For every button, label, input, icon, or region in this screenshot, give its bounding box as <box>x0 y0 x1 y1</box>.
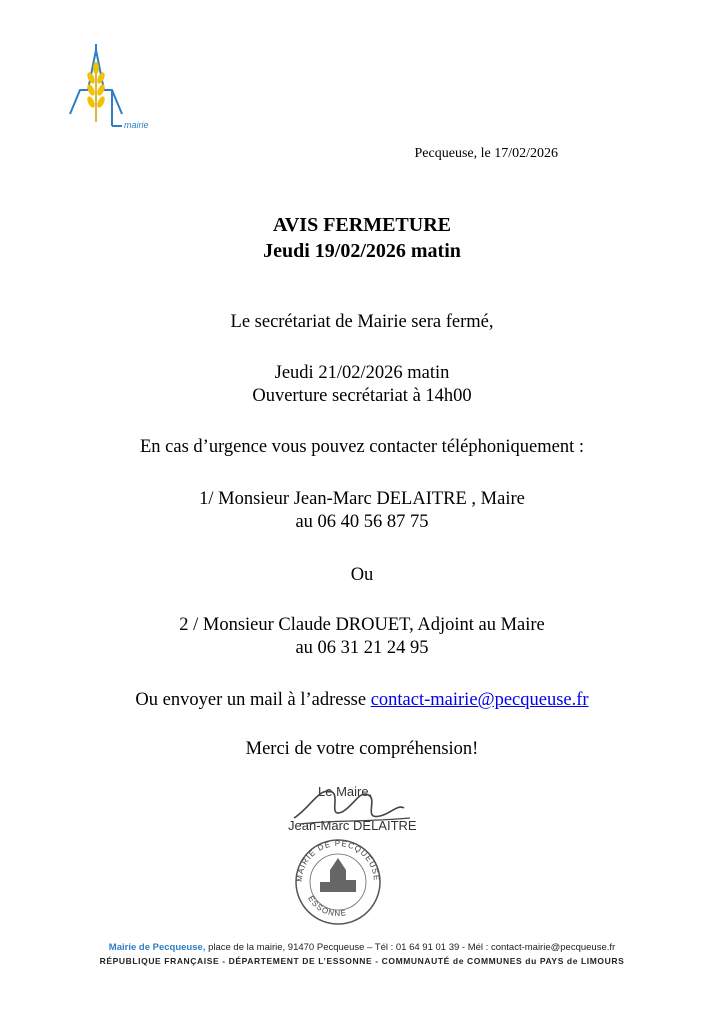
reopening-time: Ouverture secrétariat à 14h00 <box>252 386 472 406</box>
closure-statement: Le secrétariat de Mairie sera fermé, <box>230 312 494 332</box>
thanks-line: Merci de votre compréhension! <box>245 739 479 759</box>
footer-administrative: RÉPUBLIQUE FRANÇAISE - DÉPARTEMENT DE L’ESSONNE - COMMUNAUTÉ de COMMUNES du PAYS de LIMOURS <box>99 956 625 966</box>
church-wheat-icon <box>66 42 170 134</box>
footer-address-rest: place de la mairie, 91470 Pecqueuse – Tél : 01 64 91 01 39 - Mél : contact-mairie@pecqueuse.fr <box>208 942 616 953</box>
title-line-2: Jeudi 19/02/2026 matin <box>263 240 461 262</box>
date-line: Pecqueuse, le 17/02/2026 <box>414 146 558 161</box>
contact-2-name: 2 / Monsieur Claude DROUET, Adjoint au Maire <box>179 615 545 635</box>
contact-1-name: 1/ Monsieur Jean-Marc DELAITRE , Maire <box>199 489 525 509</box>
footer-address <box>0 942 724 953</box>
logo-text: mairie <box>124 120 149 130</box>
contact-1-phone: au 06 40 56 87 75 <box>295 512 429 532</box>
signature-stamp <box>280 778 450 930</box>
stamp-bottom-text: ESSONNE <box>306 894 348 919</box>
mail-prefix: Ou envoyer un mail à l’adresse <box>135 690 367 710</box>
mairie-logo <box>66 42 170 134</box>
stamp-emblem-icon <box>320 858 356 892</box>
mail-line <box>0 689 724 711</box>
signature-title: Le Maire, <box>318 784 373 799</box>
email-link[interactable]: contact-mairie@pecqueuse.fr <box>370 690 589 710</box>
emergency-intro: En cas d’urgence vous pouvez contacter téléphoniquement : <box>139 437 584 457</box>
notice-title <box>0 212 724 264</box>
stamp-top-text: MAIRIE DE PECQUEUSE <box>294 838 382 883</box>
or-separator: Ou <box>350 565 374 585</box>
contact-2-phone: au 06 31 21 24 95 <box>295 638 429 658</box>
title-line-1: AVIS FERMETURE <box>273 214 451 236</box>
footer <box>0 942 724 966</box>
signature-name: Jean-Marc DELAITRE <box>288 818 417 833</box>
closure-date: Jeudi 21/02/2026 matin <box>274 363 450 383</box>
footer-brand: Mairie de Pecqueuse, <box>108 942 206 953</box>
